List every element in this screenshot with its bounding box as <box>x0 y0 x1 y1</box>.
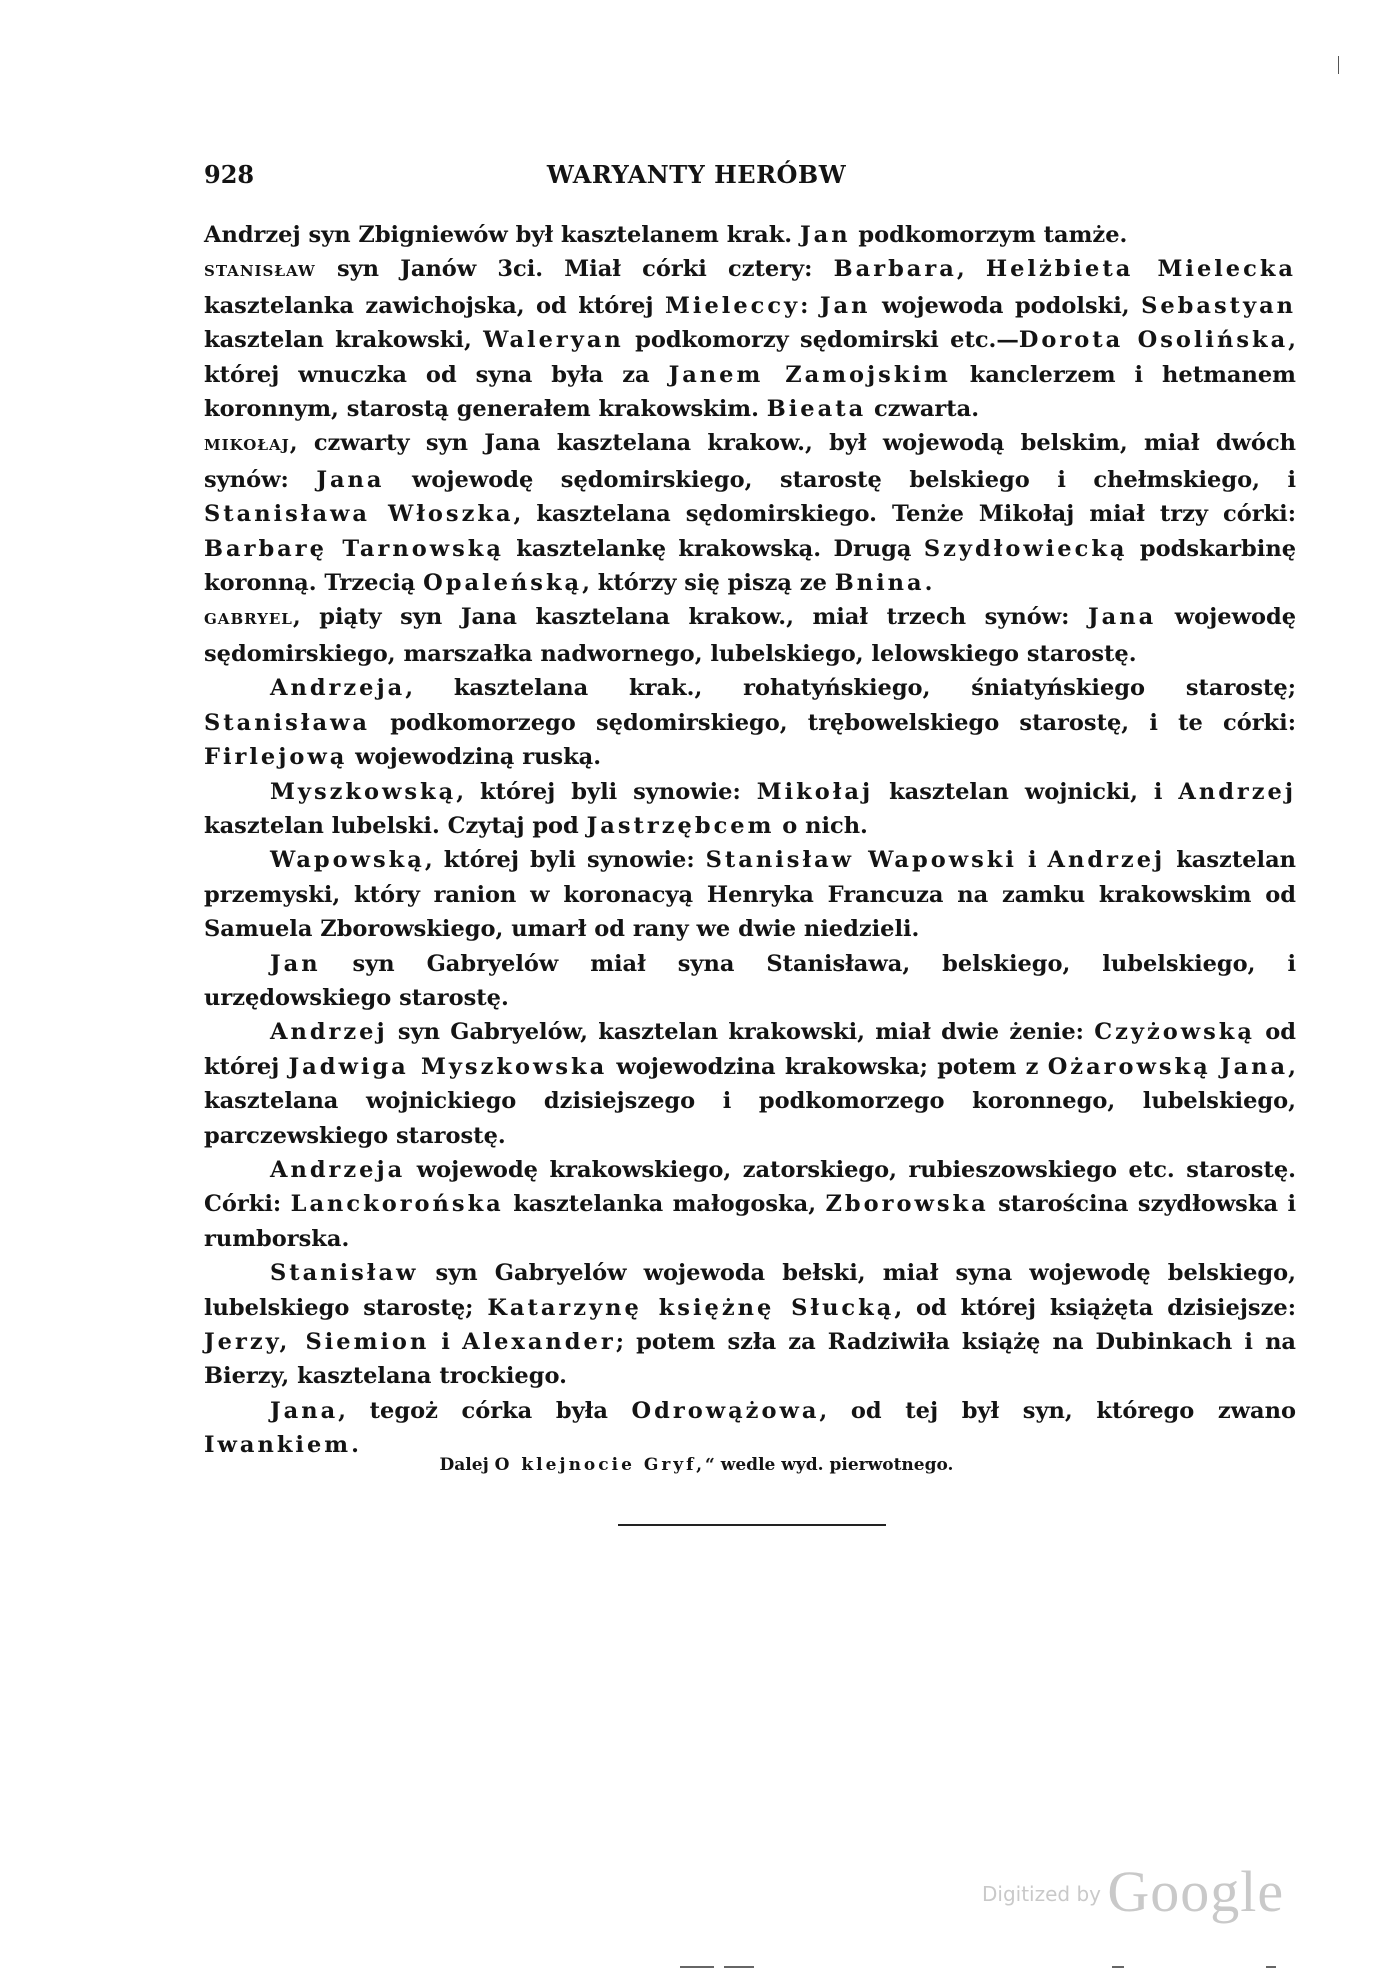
spaced-name: Stanisław Wapowski <box>705 847 1017 874</box>
spaced-name: Myszkowską <box>270 778 457 805</box>
text-run: , czwarty syn Jana kasztelana krakow., był wojewodą belskim, miał dwóch synów: <box>204 430 1296 493</box>
paragraph <box>204 218 1296 252</box>
text-run: podskarbinę koronną. Trzecią <box>204 535 1297 597</box>
body-text <box>204 218 1296 1463</box>
text-run: i <box>429 1329 463 1355</box>
spaced-name: Jana <box>316 466 385 493</box>
paragraph <box>204 775 1296 844</box>
text-run: czwarta. <box>866 396 980 423</box>
spaced-name: Andrzeja <box>270 675 406 702</box>
text-run: kasztelan lubelski. Czytaj pod <box>204 812 587 839</box>
spaced-name: Alexander <box>462 1329 616 1355</box>
spaced-name: Odrowążowa <box>631 1397 820 1424</box>
spaced-name: Lanckorońska <box>290 1191 504 1218</box>
spaced-name: Dorota Osolińska <box>1018 327 1289 354</box>
text-run: , kasztelana sędomirskiego. Tenże Mikołaj miał trzy córki: <box>513 501 1297 528</box>
spaced-name: Ożarowską <box>1047 1053 1211 1080</box>
spaced-name: Sebastyan <box>1141 292 1297 319</box>
paragraph-lead-name: STANISŁAW <box>204 262 316 281</box>
text-run: , której wnuczka od syna była za <box>204 327 1296 388</box>
spaced-name: Stanisława <box>204 709 370 736</box>
spaced-name: Iwankiem <box>204 1432 352 1459</box>
text-run: o nich. <box>774 812 868 839</box>
text-run: ; potem szła za Radziwiła książę na Dubinkach i na Bierzy, kasztelana trockiego. <box>204 1329 1297 1390</box>
text-run: kasztelan krakowski, <box>204 327 484 354</box>
section-rule <box>618 1524 886 1526</box>
text-run: , piąty syn Jana kasztelana krakow., miał trzech synów: <box>292 604 1088 631</box>
continuation-title: O klejnocie Gryf, <box>494 1455 706 1475</box>
text-run: , której byli synowie: <box>456 778 757 805</box>
continuation-suffix: “ wedle wyd. pierwotnego. <box>705 1455 954 1475</box>
spaced-name: Andrzej <box>1178 778 1297 805</box>
paragraph-lead-name: GABRYEL <box>204 610 293 629</box>
scan-mark <box>1338 56 1339 74</box>
watermark-logo: Google <box>1107 1859 1285 1924</box>
text-run: : <box>800 292 820 319</box>
text-run: , której byli synowie: <box>424 847 706 874</box>
text-run: syn Gabryelów miał syna Stanisława, belskiego, lubelskiego, i urzędowskiego starostę. <box>204 950 1296 1011</box>
spaced-name: Jana <box>1219 1053 1289 1080</box>
watermark-by: Digitized by <box>982 1882 1108 1906</box>
text-run: . <box>924 570 933 597</box>
spaced-name: Wapowską <box>270 847 425 874</box>
paragraph-lead-name: MIKOŁAJ <box>204 436 290 455</box>
spaced-name: Mieleccy <box>665 292 801 319</box>
spaced-name: Helżbieta Mielecka <box>985 256 1296 283</box>
continuation-note <box>0 1455 1393 1475</box>
text-run: kasztelanka zawichojska, od której <box>204 292 666 319</box>
paragraph <box>204 252 1296 426</box>
spaced-name: Andrzej <box>1047 847 1166 874</box>
spaced-name: Andrzeja <box>270 1156 406 1183</box>
text-run: i <box>1016 847 1048 874</box>
spaced-name: Waleryan <box>483 327 624 354</box>
spaced-name: Bieata <box>766 396 867 423</box>
text-run: wojewoda podolski, <box>870 292 1142 319</box>
paragraph <box>204 947 1296 1016</box>
text-run: kasztelan przemyski, który ranion w koronacyą Henryka Francuza na zamku krakowskim od Samuela Zborowskiego, umarł od rany we dwie niedzieli. <box>204 847 1297 943</box>
digitized-watermark <box>982 1858 1284 1925</box>
text-run: , tegoż córka była <box>338 1397 632 1424</box>
text-run: wojewodę sędomirskiego, starostę belskiego i chełmskiego, i <box>384 466 1296 493</box>
spaced-name: Jana <box>1088 604 1157 631</box>
text-run: kasztelan wojnicki, i <box>873 778 1179 805</box>
text-run: Andrzej syn Zbigniewów był kasztelanem krak. <box>204 222 800 248</box>
spaced-name: Katarzynę księżnę Słucką <box>487 1294 895 1321</box>
text-run: podkomorzym tamże. <box>850 222 1128 248</box>
text-run: . <box>351 1432 359 1459</box>
text-run: kasztelankę krakowską. Drugą <box>503 535 924 562</box>
spaced-name: Jastrzębcem <box>586 812 775 839</box>
paragraph <box>204 1015 1296 1153</box>
spaced-name: Jana <box>270 1397 339 1424</box>
spaced-name: Czyżowską <box>1094 1019 1255 1046</box>
text-run: starościna szydłowska i rumborska. <box>204 1191 1296 1252</box>
text-run: kanclerzem i hetmanem koronnym, starostą generałem krakowskim. <box>204 361 1296 423</box>
text-run: syn Janów 3ci. Miał córki cztery: <box>315 256 834 283</box>
text-run: wojewodzina krakowska; potem z <box>607 1053 1048 1080</box>
spaced-name: Zborowska <box>825 1191 989 1218</box>
page-number: 928 <box>204 160 255 189</box>
spaced-name: Jan <box>799 222 851 248</box>
text-run: wojewodę sędomirskiego, marszałka nadwornego, lubelskiego, lelowskiego starostę. <box>204 604 1297 667</box>
text-run: , od której książęta dzisiejsze: <box>894 1294 1296 1321</box>
text-run <box>1211 1054 1220 1080</box>
text-run: , którzy się piszą ze <box>582 570 835 597</box>
spaced-name: Stanisława Włoszka <box>204 501 514 528</box>
spaced-name: Bnina <box>834 570 925 597</box>
paragraph <box>204 600 1296 671</box>
paragraph <box>204 671 1296 774</box>
spaced-name: Mikołaj <box>756 778 874 805</box>
text-run: syn Gabryelów, kasztelan krakowski, miał dwie żenie: <box>387 1019 1095 1046</box>
paragraph <box>204 1256 1296 1394</box>
paragraph <box>204 426 1296 600</box>
text-run: , kasztelana krak., rohatyńskiego, śniatyńskiego starostę; <box>405 675 1296 702</box>
paragraph <box>204 1394 1296 1463</box>
spaced-name: Jadwiga Myszkowska <box>288 1053 608 1080</box>
text-run: syn Gabryelów wojewoda bełski, miał syna wojewodę belskiego, lubelskiego starostę; <box>204 1260 1296 1321</box>
spaced-name: Barbarę Tarnowską <box>204 535 504 562</box>
spaced-name: Barbara <box>833 256 957 283</box>
text-run: , <box>956 256 986 283</box>
text-run: podkomorzego sędomirskiego, trębowelskiego starostę, i te córki: <box>369 709 1296 736</box>
spaced-name: Opaleńską <box>423 570 583 597</box>
scan-edge-marks <box>0 1966 1393 1970</box>
text-run: , od tej był syn, którego zwano <box>819 1397 1296 1424</box>
spaced-name: Szydłowiecką <box>923 535 1128 562</box>
continuation-prefix: Dalej <box>439 1455 495 1475</box>
spaced-name: Jan <box>819 292 871 319</box>
text-run: wojewodziną ruską. <box>347 744 602 771</box>
text-run: podkomorzy sędomirski etc.— <box>623 327 1019 354</box>
spaced-name: Janem Zamojskim <box>668 361 951 388</box>
text-run: kasztelanka małogoska, <box>503 1191 826 1218</box>
spaced-name: Jerzy, Siemion <box>204 1329 430 1355</box>
paragraph <box>204 843 1296 946</box>
text-run: , kasztelana wojnickiego dzisiejszego i podkomorzego koronnego, lubelskiego, parczewskiego starostę. <box>204 1053 1296 1149</box>
spaced-name: Jan <box>270 950 321 977</box>
text-run: wojewodę krakowskiego, zatorskiego, rubieszowskiego etc. starostę. Córki: <box>204 1156 1296 1218</box>
spaced-name: Firlejową <box>204 744 348 771</box>
running-head-title: WARYANTY HERÓBW <box>546 160 847 189</box>
spaced-name: Stanisław <box>270 1260 419 1287</box>
text-run: od której <box>204 1019 1296 1080</box>
paragraph <box>204 1153 1296 1256</box>
spaced-name: Andrzej <box>270 1019 388 1046</box>
